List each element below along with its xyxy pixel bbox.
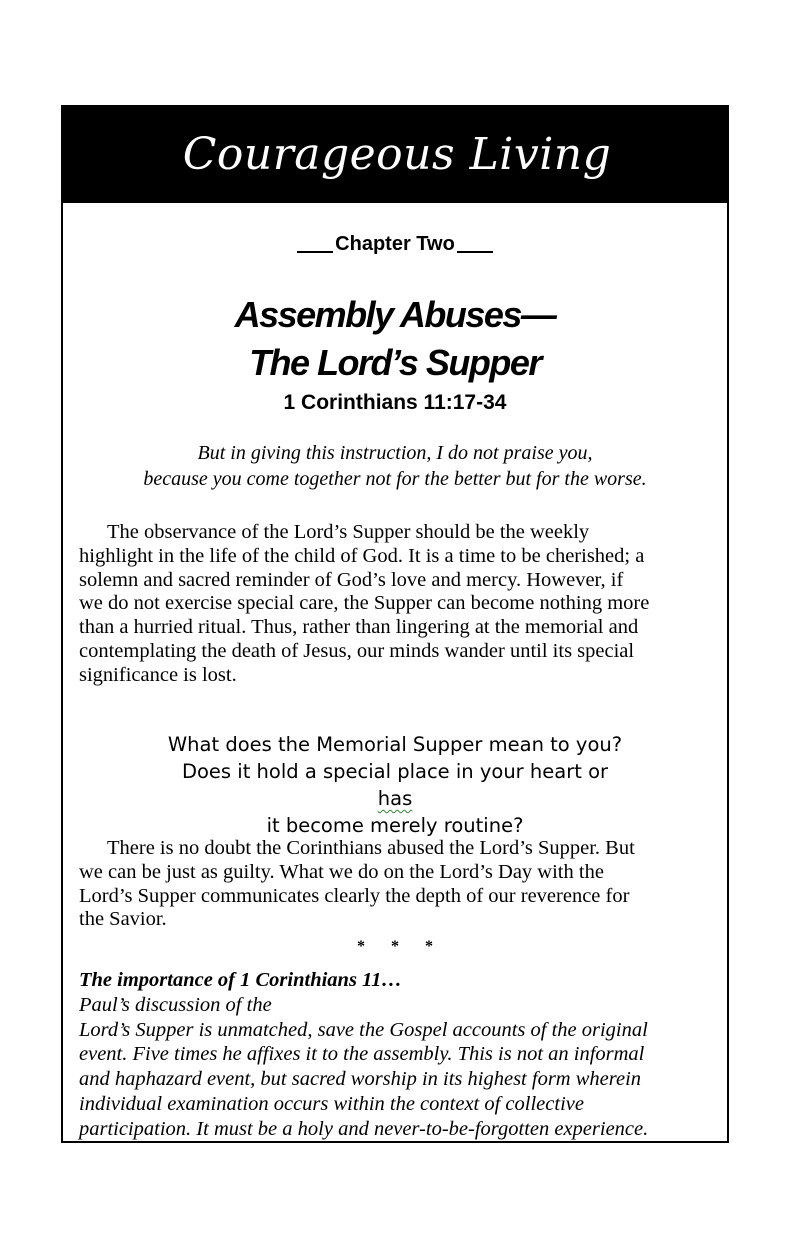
paragraph-line: we do not exercise special care, the Supper can become nothing more xyxy=(79,592,650,615)
body-paragraph-1 xyxy=(79,521,719,688)
body-paragraph-2 xyxy=(79,837,719,932)
question-line-3-rest: it become merely routine? xyxy=(266,814,524,837)
key-verse-line-2: because you come together not for the better but for the worse. xyxy=(143,468,647,490)
paragraph-line: highlight in the life of the child of God. It is a time to be cherished; a xyxy=(79,544,645,567)
lesson-title xyxy=(63,291,727,387)
lesson-title-line-1: Assembly Abuses— xyxy=(234,294,556,335)
paragraph-line: significance is lost. xyxy=(79,663,237,686)
note-line: and haphazard event, but sacred worship in its highest form wherein xyxy=(79,1068,642,1091)
note-heading: The importance of 1 Corinthians 11… xyxy=(79,969,402,991)
question-line-1: What does the Memorial Supper mean to you? xyxy=(167,733,623,756)
lesson-title-line-2: The Lord’s Supper xyxy=(249,342,541,383)
paragraph-line: the Savior. xyxy=(79,908,167,931)
scripture-reference: 1 Corinthians 11:17-34 xyxy=(283,391,507,414)
question-line-2: Does it hold a special place in your heart or xyxy=(181,760,609,783)
question-line-3 xyxy=(63,785,727,839)
page-frame xyxy=(61,105,729,1143)
chapter-rule-left xyxy=(297,251,333,253)
chapter-rule-right xyxy=(457,251,493,253)
note-line-1-rest: Paul’s discussion of the xyxy=(79,993,272,1016)
note-line: event. Five times he affixes it to the assembly. This is not an informal xyxy=(79,1043,645,1066)
paragraph-line: solemn and sacred reminder of God’s love and mercy. However, if xyxy=(79,568,624,591)
chapter-label: Chapter Two xyxy=(335,233,455,255)
paragraph-line: The observance of the Lord’s Supper should be the weekly xyxy=(107,521,590,543)
note-line-1 xyxy=(79,968,719,1018)
paragraph-line: There is no doubt the Corinthians abused the Lord’s Supper. But xyxy=(107,837,635,859)
note-line: individual examination occurs within the context of collective xyxy=(79,1092,584,1115)
study-note xyxy=(79,968,719,1142)
title-banner xyxy=(63,107,727,203)
paragraph-line: Lord’s Supper communicates clearly the depth of our reverence for xyxy=(79,884,630,907)
note-line: participation. It must be a holy and never-to-be-forgotten experience. xyxy=(79,1117,649,1140)
key-verse-line-1: But in giving this instruction, I do not praise you, xyxy=(197,442,593,464)
paragraph-line: contemplating the death of Jesus, our minds wander until its special xyxy=(79,639,635,662)
note-line: Lord’s Supper is unmatched, save the Gospel accounts of the original xyxy=(79,1018,648,1041)
spellcheck-word: has xyxy=(377,787,413,810)
reflection-question xyxy=(63,731,727,839)
series-title: Courageous Living xyxy=(182,129,612,180)
paragraph-line: than a hurried ritual. Thus, rather than lingering at the memorial and xyxy=(79,616,639,639)
chapter-heading xyxy=(63,229,727,259)
section-divider: * * * xyxy=(357,938,433,955)
paragraph-line: we can be just as guilty. What we do on the Lord’s Day with the xyxy=(79,860,604,883)
key-verse xyxy=(63,440,727,492)
